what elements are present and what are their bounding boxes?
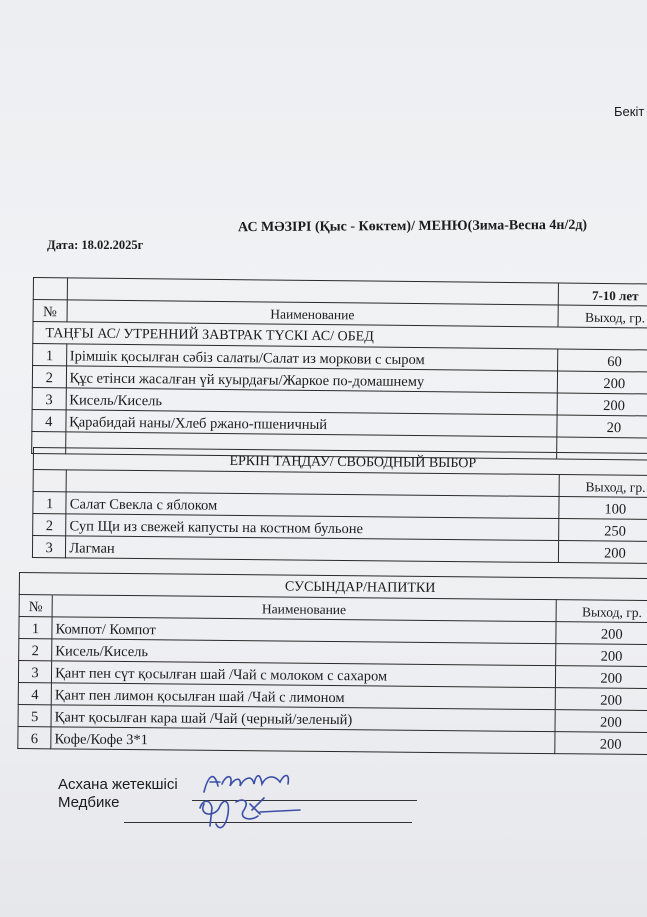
dish-name: Суп Щи из свежей капусты на костном бульоне [66, 514, 559, 541]
dish-output: 200 [558, 541, 647, 564]
drinks-table [17, 572, 647, 755]
drink-name: Компот/ Компот [52, 617, 556, 644]
dish-name: Ірімшік қосылған сәбіз салаты/Салат из моркови с сыром [66, 344, 557, 371]
col-name-header: Наименование [52, 595, 556, 622]
drink-output: 200 [555, 688, 647, 711]
breakfast-section-title: ТАҢҒЫ АС/ УТРЕННИЙ ЗАВТРАК ТҮСКІ АС/ ОБЕД [33, 322, 647, 351]
table-row: 5 Қант қосылған кара шай /Чай (черный/зеленый) 200 [18, 704, 647, 732]
table-row: 3 Кисель/Кисель 200 [32, 387, 647, 416]
drinks-section-title: СУСЫНДАР/НАПИТКИ [52, 573, 647, 601]
dish-output: 250 [558, 519, 647, 542]
table-row: 4 Қарабидай наны/Хлеб ржано-пшеничный 20 [32, 409, 647, 438]
nurse-signature-scribble [200, 798, 300, 828]
drink-output: 200 [555, 666, 647, 689]
menu-title: АС МӘЗІРІ (Қыс - Көктем)/ МЕНЮ(Зима-Весна 4н/2д) [237, 217, 588, 236]
table-row: 2 Кисель/Кисель 200 [19, 639, 647, 667]
col-num-header: № [19, 595, 52, 617]
table-row: 1 Ірімшік қосылған сәбіз салаты/Салат из моркови с сыром 60 [33, 344, 647, 373]
col-output-header: Выход, гр. [556, 600, 647, 623]
cook-signature-label: Асхана жетекшісі [58, 776, 178, 793]
dish-name: Қарабидай наны/Хлеб ржано-пшеничный [66, 410, 557, 437]
free-choice-section-title: ЕРКІН ТАҢДАУ/ СВОБОДНЫЙ ВЫБОР [33, 448, 647, 476]
drink-name: Қант пен сүт қосылған шай /Чай с молоком с сахаром [52, 661, 556, 688]
handwritten-signatures [190, 760, 310, 835]
age-group-header: 7-10 лет [558, 283, 647, 306]
col-num-header: № [33, 300, 67, 322]
drink-output: 200 [555, 710, 647, 733]
table-row: 4 Қант пен лимон қосылған шай /Чай с лимоном 200 [18, 682, 647, 710]
menu-date: Дата: 18.02.2025г [47, 238, 144, 252]
col-output-header: Выход, гр. [558, 305, 647, 328]
dish-name: Салат Свекла с яблоком [66, 492, 559, 519]
table-row: 6 Кофе/Кофе 3*1 200 [18, 726, 647, 754]
table-row: 2 Суп Щи из свежей капусты на костном бульоне 250 [33, 514, 647, 542]
drink-name: Кисель/Кисель [52, 639, 556, 666]
drink-output: 200 [554, 732, 647, 755]
table-row: 1 Компот/ Компот 200 [19, 617, 647, 645]
dish-output: 200 [557, 393, 647, 416]
breakfast-table [31, 277, 647, 461]
col-name-header: Наименование [67, 300, 558, 327]
dish-output: 20 [557, 415, 647, 438]
drink-name: Кофе/Кофе 3*1 [51, 727, 555, 754]
table-row: 3 Лагман 200 [32, 536, 647, 564]
dish-output: 60 [557, 349, 647, 372]
drink-output: 200 [555, 644, 647, 667]
cook-signature-scribble [204, 776, 288, 793]
table-row: 3 Қант пен сүт қосылған шай /Чай с молоком с сахаром 200 [18, 661, 647, 689]
free-choice-table [32, 447, 647, 564]
dish-name: Құс етінси жасалған үй куырдағы/Жаркое по-домашнему [66, 366, 557, 393]
table-row: 2 Құс етінси жасалған үй куырдағы/Жаркое по-домашнему 200 [32, 366, 647, 395]
dish-output: 200 [557, 371, 647, 394]
dish-name: Лагман [66, 536, 559, 563]
dish-name: Кисель/Кисель [66, 388, 557, 415]
dish-output: 100 [559, 497, 647, 520]
drink-name: Қант пен лимон қосылған шай /Чай с лимоном [51, 683, 555, 710]
nurse-signature-label: Медбике [58, 794, 120, 811]
table-row: 1 Салат Свекла с яблоком 100 [33, 492, 647, 520]
drink-name: Қант қосылған кара шай /Чай (черный/зеленый) [51, 705, 555, 732]
drink-output: 200 [555, 622, 647, 645]
approved-label: Бекіт [614, 104, 645, 119]
col-output-header: Выход, гр. [559, 475, 647, 498]
